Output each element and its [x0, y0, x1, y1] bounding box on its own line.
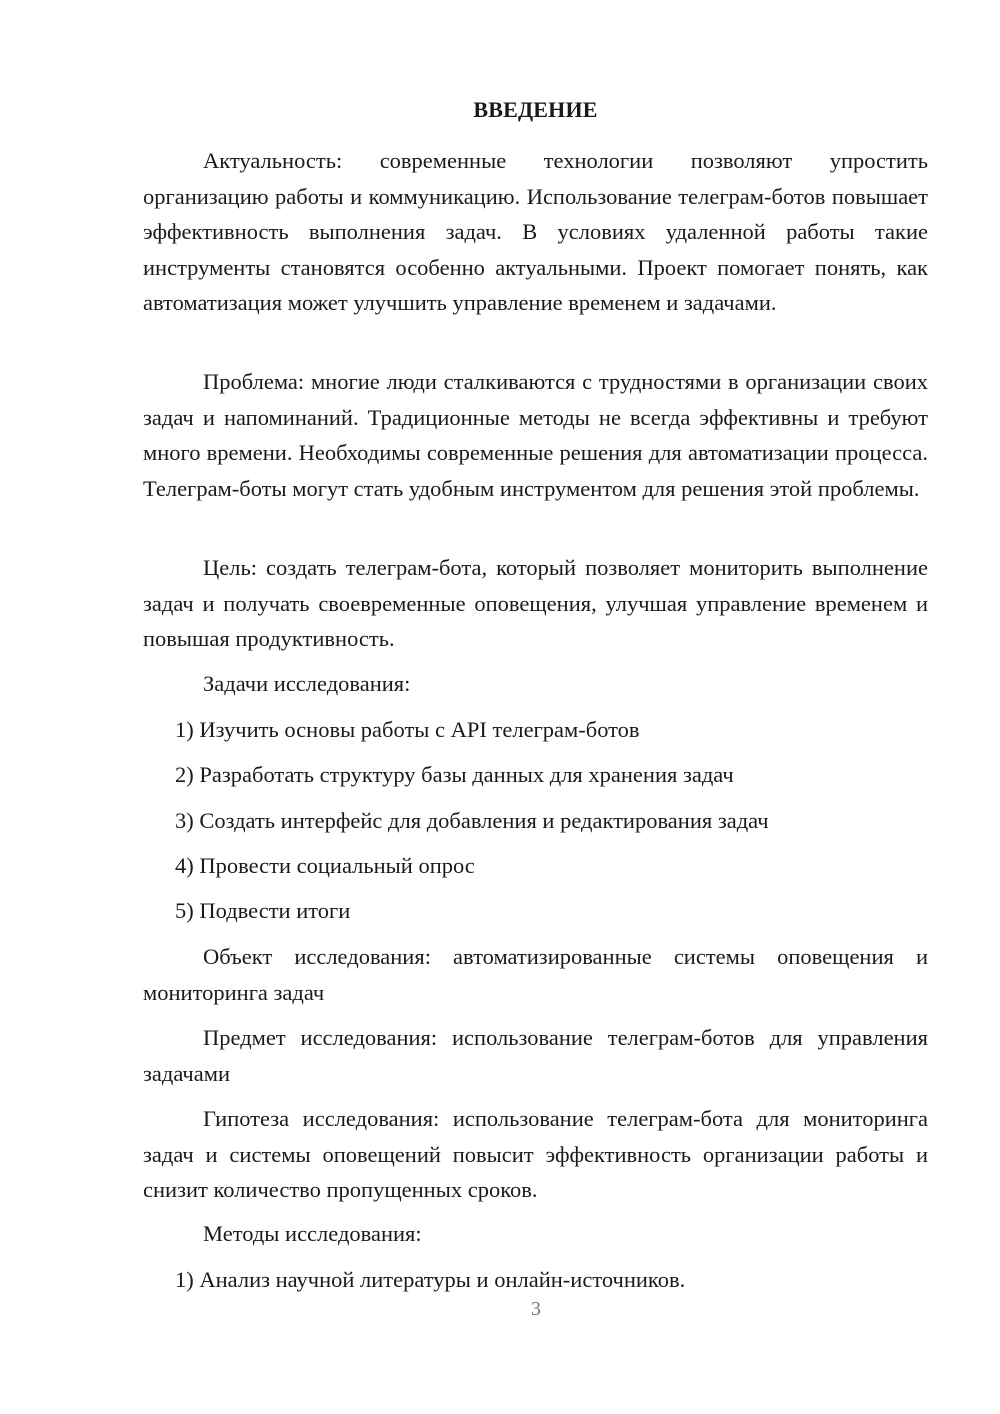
object-paragraph: Объект исследования: автоматизированные системы оповещения и мониторинга задач	[143, 944, 928, 1005]
task-item: 5) Подвести итоги	[175, 898, 351, 923]
task-item: 4) Провести социальный опрос	[175, 853, 475, 878]
task-item: 3) Создать интерфейс для добавления и редактирования задач	[175, 808, 769, 833]
page-number: 3	[531, 1298, 541, 1320]
tasks-heading: Задачи исследования:	[203, 671, 411, 696]
problem-paragraph: Проблема: многие люди сталкиваются с трудностями в организации своих задач и напоминаний. Традиционные методы не всегда эффективны и требуют много времени. Необходимы современные решения для автоматизации процесса. Телеграм-боты могут стать удобным инструментом для решения этой проблемы.	[143, 369, 928, 501]
method-item: 1) Анализ научной литературы и онлайн-источников.	[175, 1267, 686, 1292]
methods-heading: Методы исследования:	[203, 1221, 422, 1246]
subject-paragraph: Предмет исследования: использование телеграм-ботов для управления задачами	[143, 1025, 928, 1086]
task-item: 1) Изучить основы работы с API телеграм-ботов	[175, 717, 640, 742]
goal-paragraph: Цель: создать телеграм-бота, который позволяет мониторить выполнение задач и получать своевременные оповещения, улучшая управление временем и повышая продуктивность.	[143, 555, 928, 651]
hypothesis-paragraph: Гипотеза исследования: использование телеграм-бота для мониторинга задач и системы оповещений повысит эффективность организации работы и снизит количество пропущенных сроков.	[143, 1106, 928, 1202]
task-item: 2) Разработать структуру базы данных для хранения задач	[175, 762, 734, 787]
relevance-paragraph: Актуальность: современные технологии позволяют упростить организацию работы и коммуникацию. Использование телеграм-ботов повышает эффективность выполнения задач. В условиях удаленной работы такие инструменты становятся особенно актуальными. Проект помогает понять, как автоматизация может улучшить управление временем и задачами.	[143, 148, 928, 315]
page-title: ВВЕДЕНИЕ	[473, 97, 598, 122]
